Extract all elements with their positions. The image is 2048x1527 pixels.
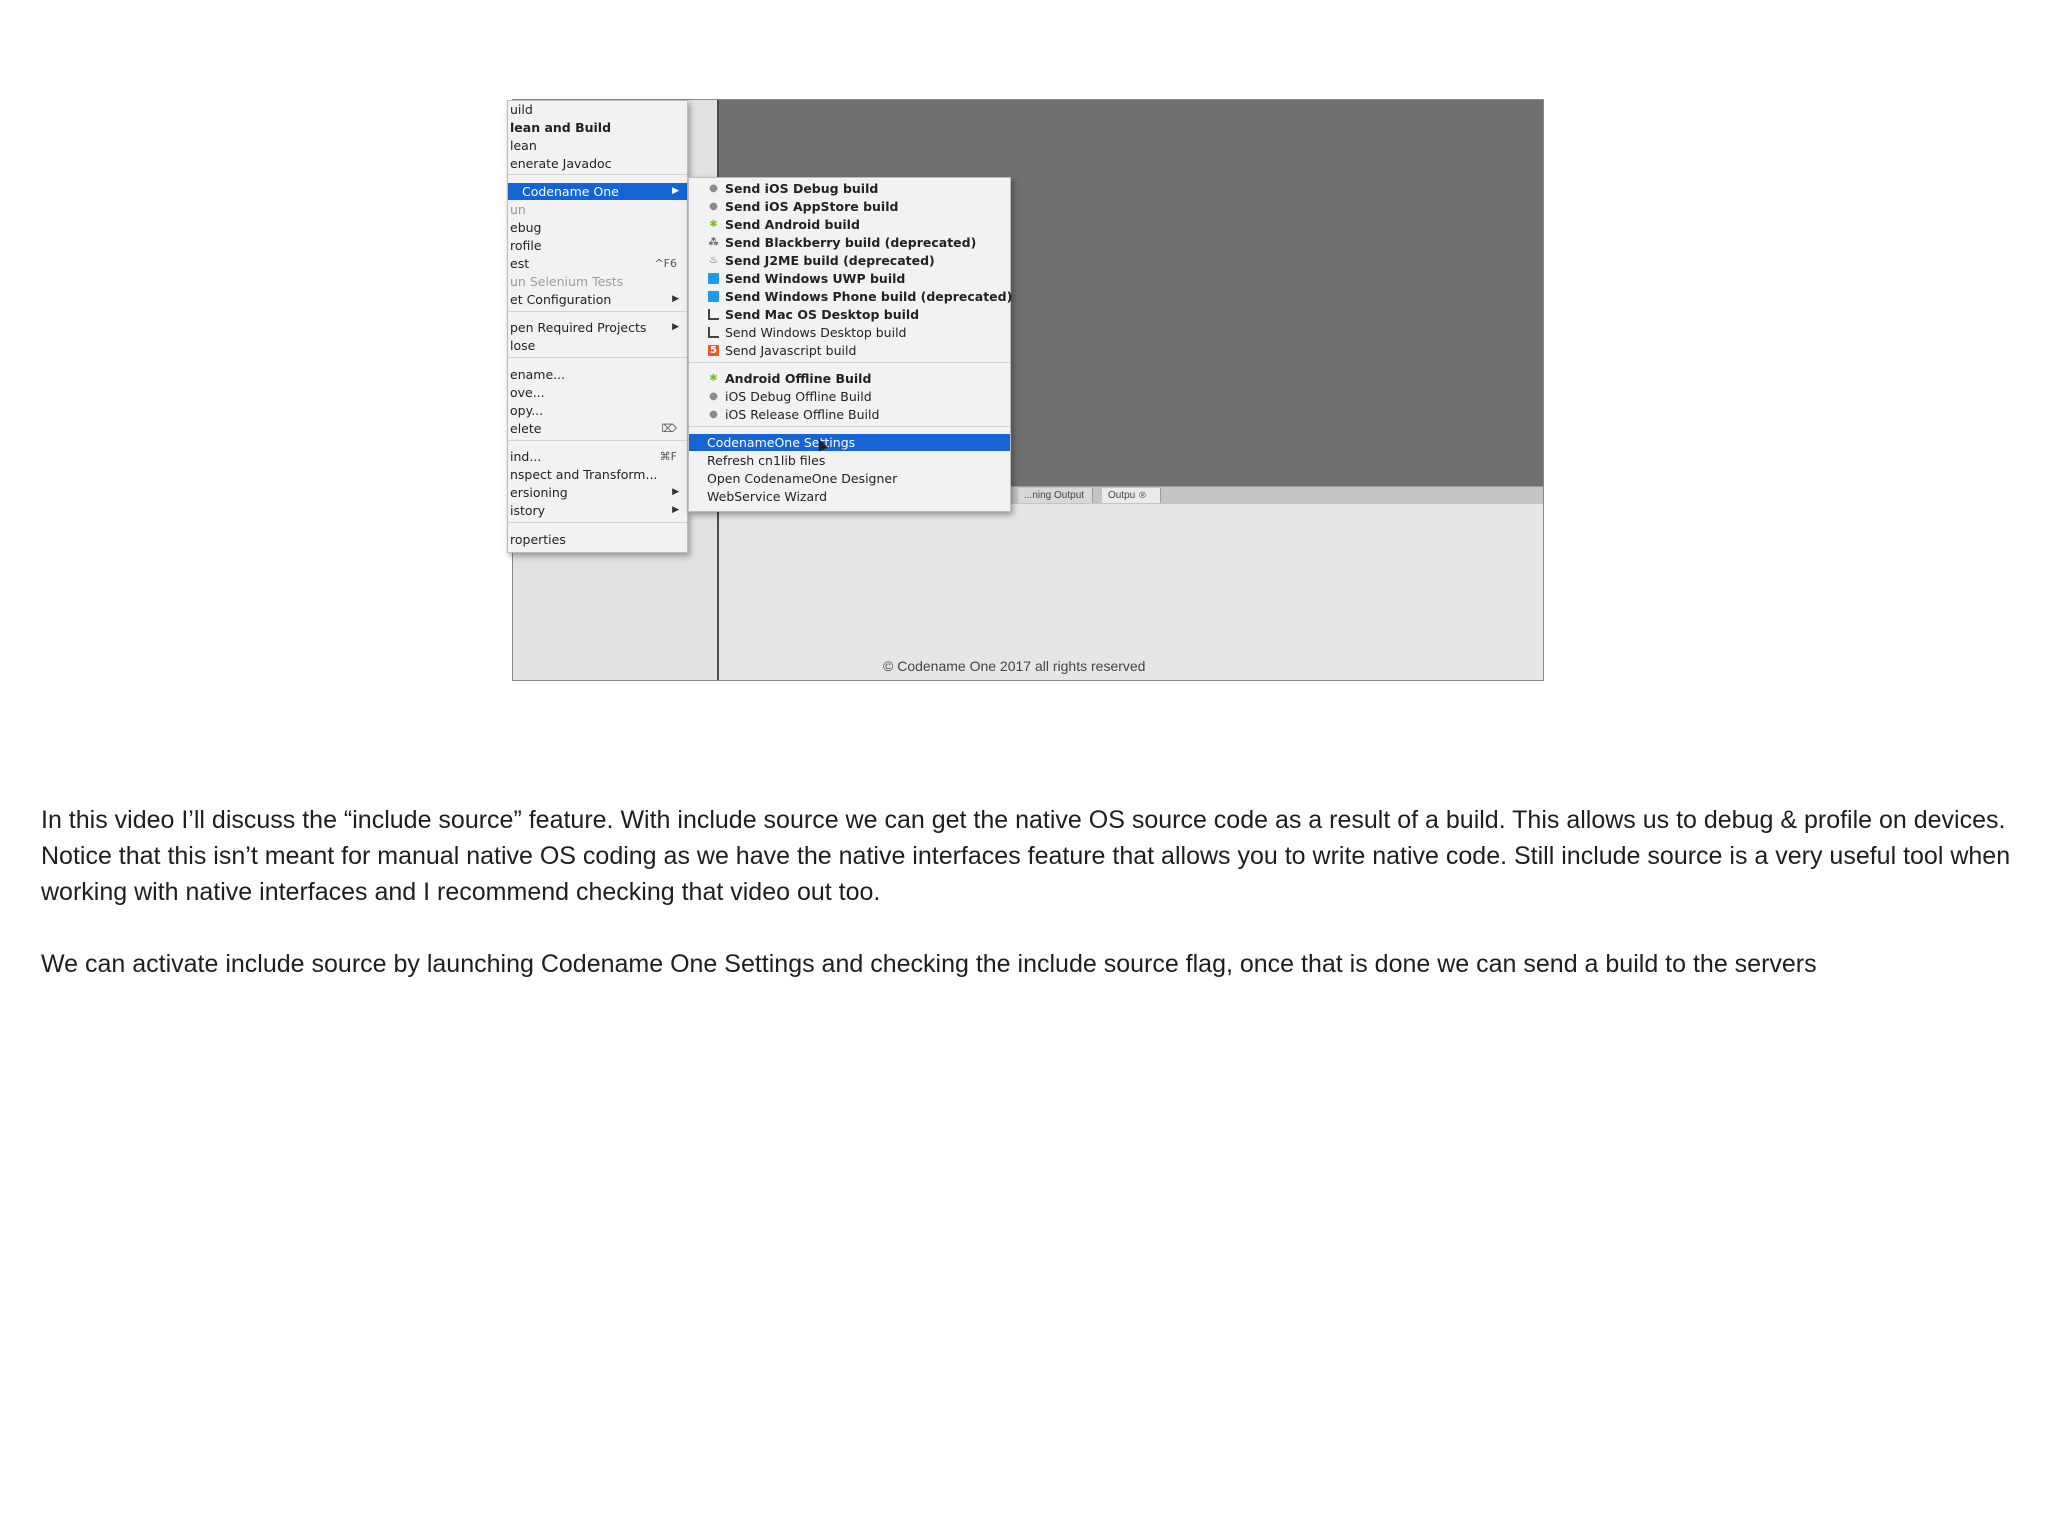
submenu-item-send-j2me[interactable]: ♨ Send J2ME build (deprecated): [709, 253, 935, 268]
submenu-item-android-offline[interactable]: ✱ Android Offline Build: [709, 371, 872, 386]
menu-item-debug[interactable]: ebug: [510, 220, 542, 235]
java-icon: ♨: [709, 255, 718, 266]
submenu-item-send-blackberry[interactable]: ⁂ Send Blackberry build (deprecated): [708, 235, 977, 250]
menu-item-set-configuration[interactable]: et Configuration ▶: [510, 292, 679, 307]
submenu-item-send-windows-phone[interactable]: Send Windows Phone build (deprecated): [689, 288, 1010, 305]
copyright-text: © Codename One 2017 all rights reserved: [883, 658, 1146, 674]
speaker-notes: [41, 802, 2021, 982]
menu-item-close[interactable]: lose: [510, 338, 536, 353]
apple-icon: ●: [709, 183, 718, 194]
slide-screenshot: [512, 99, 1544, 681]
menu-item-profile[interactable]: rofile: [510, 238, 542, 253]
submenu-item-send-ios-appstore[interactable]: ● Send iOS AppStore build: [709, 199, 899, 214]
mac-icon: [708, 309, 719, 320]
codename-one-submenu: [688, 177, 1011, 512]
submenu-item-send-windows-uwp[interactable]: Send Windows UWP build: [689, 270, 1010, 287]
menu-item-find[interactable]: ind... ⌘F: [510, 449, 677, 464]
tab-running-output[interactable]: ...ning Output: [1018, 488, 1093, 503]
menu-item-delete[interactable]: elete ⌦: [510, 421, 677, 436]
menu-item-move[interactable]: ove...: [510, 385, 545, 400]
tab-output[interactable]: Outpu ⊗: [1102, 488, 1161, 503]
submenu-arrow-icon: ▶: [672, 186, 679, 196]
submenu-item-send-ios-debug[interactable]: ● Send iOS Debug build: [709, 181, 879, 196]
submenu-item-ios-debug-offline[interactable]: ● iOS Debug Offline Build: [709, 389, 872, 404]
menu-item-copy[interactable]: opy...: [510, 403, 544, 418]
windows-icon: [708, 291, 719, 302]
submenu-item-send-android[interactable]: ✱ Send Android build: [709, 217, 860, 232]
menu-item-run-selenium-tests[interactable]: un Selenium Tests: [510, 274, 624, 289]
menu-item-open-required-projects[interactable]: pen Required Projects ▶: [510, 320, 679, 335]
menu-item-build[interactable]: uild: [510, 102, 533, 117]
menu-item-history[interactable]: istory ▶: [510, 503, 679, 518]
blackberry-icon: ⁂: [708, 237, 719, 248]
submenu-item-refresh-cn1lib[interactable]: Refresh cn1lib files: [707, 453, 826, 468]
submenu-item-webservice-wizard[interactable]: WebService Wizard: [707, 489, 828, 504]
menu-item-codename-one[interactable]: Codename One ▶: [508, 183, 687, 200]
submenu-item-send-javascript[interactable]: 5 Send Javascript build: [689, 342, 1010, 359]
submenu-item-ios-release-offline[interactable]: ● iOS Release Offline Build: [709, 407, 880, 422]
notes-paragraph-2: Notice that this isn’t meant for manual native OS coding as we have the native interfaces feature that allows you to write native code. Still include source is a very useful tool when working with native interfaces and I recommend checking that video out too.: [41, 842, 2011, 906]
notes-paragraph-3: We can activate include source by launching Codename One Settings and checking the include source flag, once that is done we can send a build to the servers: [41, 950, 1817, 978]
submenu-arrow-icon: ▶: [672, 322, 679, 332]
desktop-icon: [708, 327, 719, 338]
android-icon: ✱: [709, 373, 718, 384]
close-icon[interactable]: ⊗: [1138, 490, 1147, 501]
submenu-item-send-windows-desktop[interactable]: Send Windows Desktop build: [689, 324, 1010, 341]
submenu-item-open-designer[interactable]: Open CodenameOne Designer: [707, 471, 898, 486]
submenu-arrow-icon: ▶: [672, 294, 679, 304]
menu-item-clean-and-build[interactable]: lean and Build: [510, 120, 612, 135]
menu-item-run[interactable]: un: [510, 202, 526, 217]
apple-icon: ●: [709, 409, 718, 420]
menu-item-clean[interactable]: lean: [510, 138, 537, 153]
apple-icon: ●: [709, 391, 718, 402]
html5-icon: 5: [708, 345, 719, 356]
submenu-item-send-mac-desktop[interactable]: Send Mac OS Desktop build: [689, 306, 1010, 323]
menu-item-versioning[interactable]: ersioning ▶: [510, 485, 679, 500]
notes-paragraph-1: In this video I’ll discuss the “include source” feature. With include source we can get the native OS source code as a result of a build. This allows us to debug & profile on devices.: [41, 806, 2006, 834]
submenu-arrow-icon: ▶: [672, 487, 679, 497]
apple-icon: ●: [709, 201, 718, 212]
menu-item-generate-javadoc[interactable]: enerate Javadoc: [510, 156, 612, 171]
android-icon: ✱: [709, 219, 718, 230]
submenu-item-codenameone-settings[interactable]: CodenameOne Settings: [689, 434, 1010, 451]
menu-item-inspect-and-transform[interactable]: nspect and Transform...: [510, 467, 658, 482]
windows-icon: [708, 273, 719, 284]
menu-item-rename[interactable]: ename...: [510, 367, 566, 382]
menu-item-properties[interactable]: roperties: [510, 532, 566, 547]
menu-item-test[interactable]: est ^F6: [510, 256, 677, 271]
output-pane: [719, 504, 1543, 680]
submenu-arrow-icon: ▶: [672, 505, 679, 515]
context-menu: [507, 100, 688, 553]
